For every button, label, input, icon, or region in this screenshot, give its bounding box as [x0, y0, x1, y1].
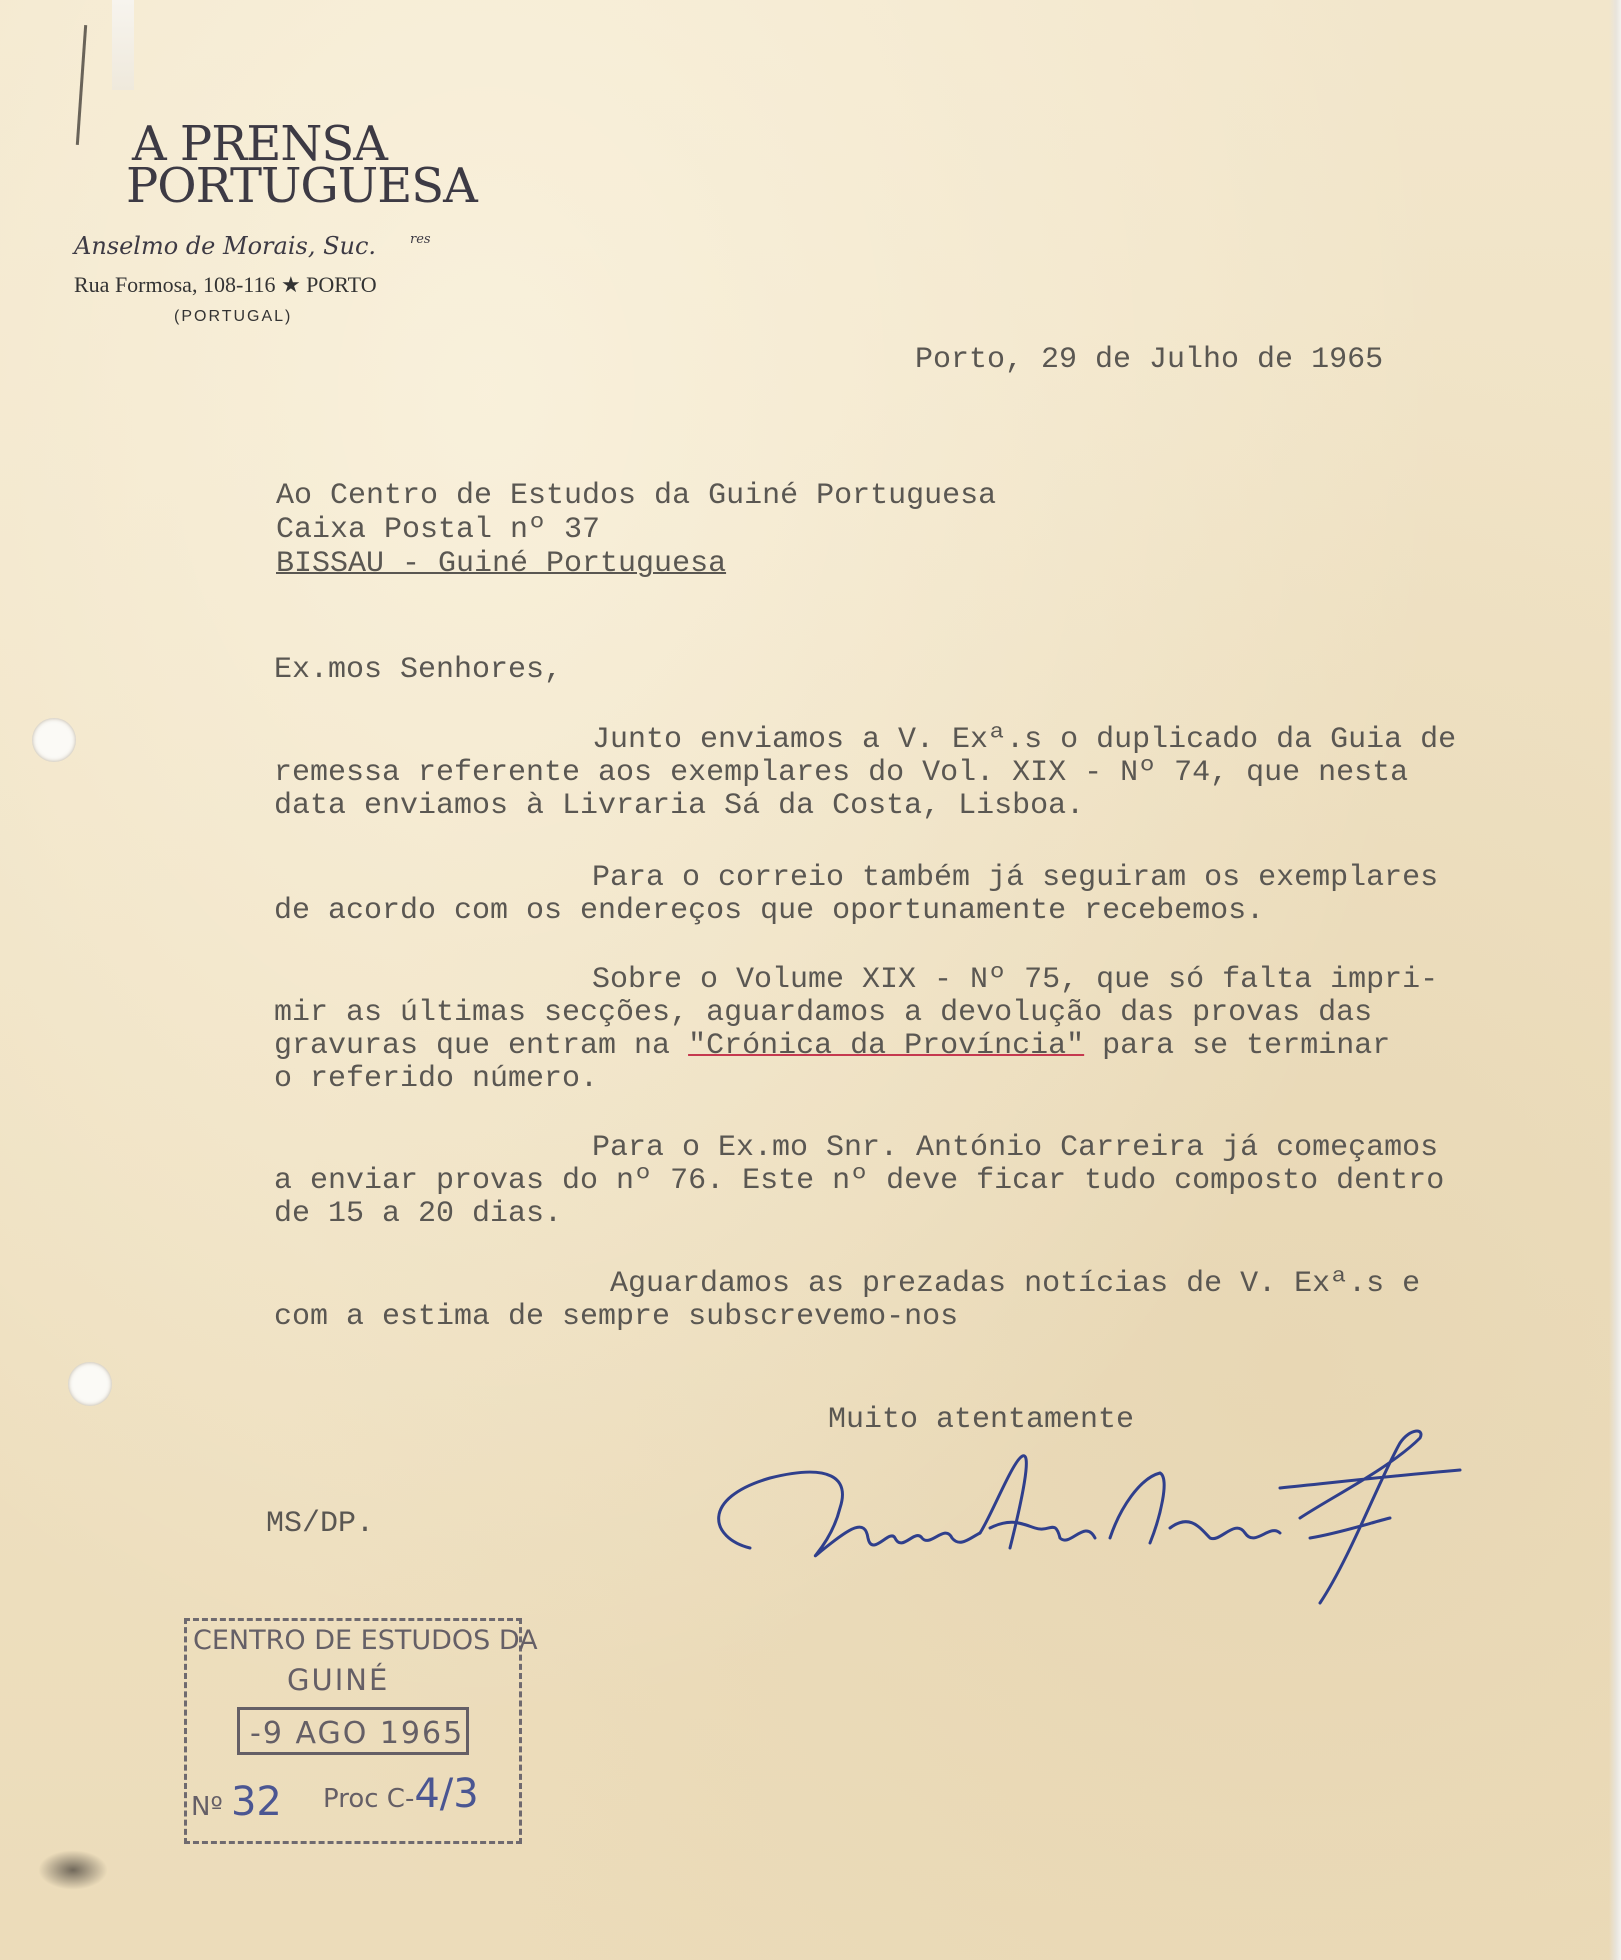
- paper-edge: [1609, 0, 1621, 1960]
- salutation: Ex.mos Senhores,: [274, 653, 563, 687]
- stamp-institution-line2: GUINÉ: [287, 1663, 390, 1697]
- recipient-line2: Caixa Postal nº 37: [276, 513, 601, 547]
- p3-line3-before: gravuras que entram na: [274, 1029, 689, 1063]
- stamp-proc-label: Proc C-: [323, 1784, 415, 1814]
- letterhead-title-line2: PORTUGUESA: [126, 158, 477, 214]
- stamp-no-label: Nº: [191, 1792, 223, 1822]
- letterhead-address: Rua Formosa, 108-116 ★ PORTO: [74, 272, 377, 297]
- p3-line3-after: para se terminar: [1084, 1029, 1391, 1063]
- p3-line3: [274, 1030, 1390, 1063]
- stamp-institution-line1: CENTRO DE ESTUDOS DA: [193, 1625, 538, 1656]
- letterhead-country: (PORTUGAL): [174, 308, 293, 325]
- p4-line3: de 15 a 20 dias.: [274, 1197, 563, 1231]
- paper-tear: [112, 0, 134, 90]
- cronica-reference: "Crónica da Província": [688, 1029, 1085, 1063]
- recipient-line3: BISSAU - Guiné Portuguesa: [276, 547, 727, 581]
- stamp-proc: [323, 1771, 479, 1817]
- typist-initials: MS/DP.: [266, 1507, 375, 1541]
- p1-line1: Junto enviamos a V. Exª.s o duplicado da Guia de: [592, 723, 1457, 757]
- letterhead-successors: Anselmo de Morais, Suc.: [74, 232, 377, 260]
- punch-hole-top: [32, 718, 76, 762]
- ink-smudge: [38, 1850, 108, 1890]
- p5-line1: Aguardamos as prezadas notícias de V. Exª.s e: [610, 1267, 1421, 1301]
- stamp-proc-value: 4/3: [414, 1771, 479, 1817]
- p1-line2: remessa referente aos exemplares do Vol. XIX - Nº 74, que nesta: [274, 756, 1409, 790]
- p4-line1: Para o Ex.mo Snr. António Carreira já começamos: [592, 1131, 1439, 1165]
- received-stamp: [184, 1618, 538, 1844]
- stamp-date: -9 AGO 1965: [237, 1707, 469, 1755]
- p5-line2: com a estima de sempre subscrevemo-nos: [274, 1300, 959, 1334]
- p3-line4: o referido número.: [274, 1062, 599, 1096]
- letterhead-successors-sup: res: [410, 232, 431, 247]
- p1-line3: data enviamos à Livraria Sá da Costa, Lisboa.: [274, 789, 1085, 823]
- ink-scratch: [76, 25, 87, 145]
- stamp-no-value: 32: [230, 1779, 282, 1825]
- p2-line2: de acordo com os endereços que oportunamente recebemos.: [274, 894, 1265, 928]
- p2-line1: Para o correio também já seguiram os exemplares: [592, 861, 1439, 895]
- p4-line2: a enviar provas do nº 76. Este nº deve ficar tudo composto dentro: [274, 1164, 1445, 1198]
- signature: [690, 1398, 1470, 1608]
- closing: Muito atentamente: [828, 1403, 1135, 1437]
- letterhead-title-line1: A PRENSA: [132, 116, 387, 172]
- p3-line1: Sobre o Volume XIX - Nº 75, que só falta impri-: [592, 963, 1439, 997]
- p3-line2: mir as últimas secções, aguardamos a devolução das provas das: [274, 996, 1373, 1030]
- recipient-line1: Ao Centro de Estudos da Guiné Portuguesa: [276, 479, 997, 513]
- date-line: Porto, 29 de Julho de 1965: [915, 343, 1384, 377]
- stamp-number: [191, 1779, 282, 1825]
- punch-hole-bottom: [68, 1362, 112, 1406]
